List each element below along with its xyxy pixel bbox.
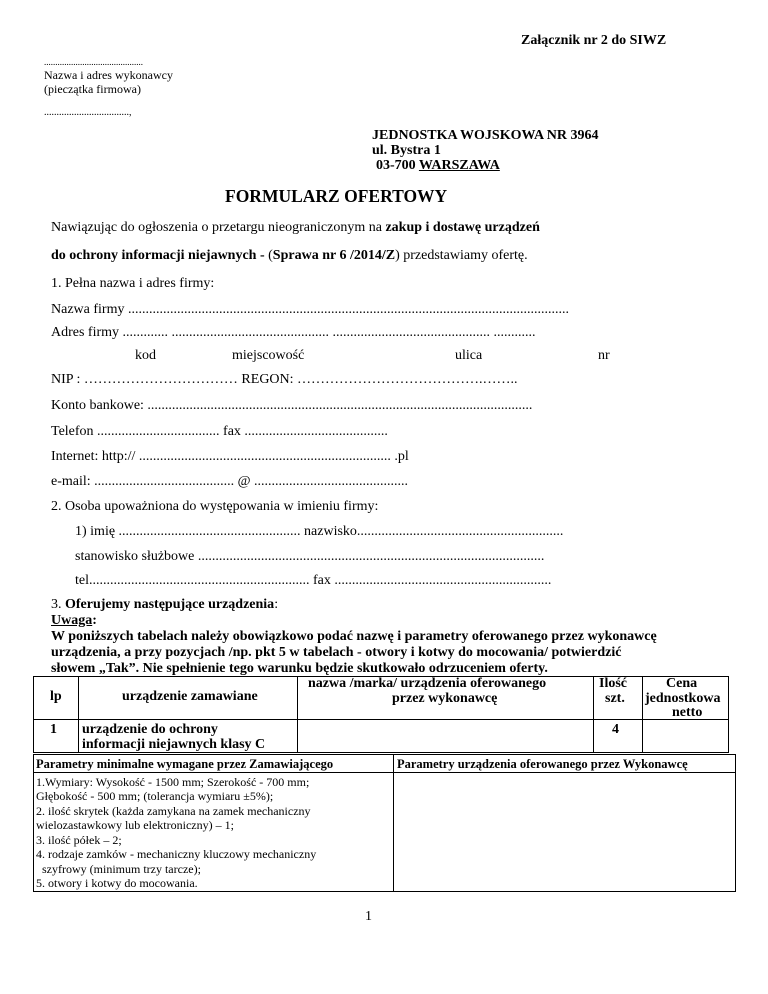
offered-params-input[interactable] [395, 774, 733, 890]
params-border-top [33, 754, 736, 755]
note-line-3: słowem „Tak”. Nie spełnienie tego warunku będzie skutkowało odrzuceniem oferty. [51, 661, 548, 676]
table-border-mid [33, 719, 729, 720]
bank-account-field[interactable]: Konto bankowe: .............................................................................................................. [51, 398, 533, 413]
params-col-1 [393, 754, 394, 892]
recipient-unit: JEDNOSTKA WOJSKOWA NR 3964 [372, 128, 599, 143]
params-border-header [33, 772, 736, 773]
internet-field[interactable]: Internet: http:// ........................................................................ .pl [51, 449, 409, 464]
label-kod: kod [135, 348, 156, 363]
date-dots: .................................., [44, 107, 132, 118]
table-col-2 [297, 676, 298, 753]
table-col-4 [642, 676, 643, 753]
contractor-dots: ............................................ [44, 57, 143, 67]
recipient-zip: 03-700 [376, 158, 416, 173]
intro-suffix: ) przedstawiamy ofertę. [395, 248, 528, 263]
table-col-0 [33, 676, 34, 753]
page-number: 1 [365, 909, 372, 924]
email-field[interactable]: e-mail: ........................................ @ ............................................ [51, 474, 409, 489]
th-offered-1: nazwa /marka/ urządzenia oferowanego [308, 676, 547, 691]
th-price-2: jednostkowa [645, 691, 721, 706]
recipient-street: ul. Bystra 1 [372, 143, 441, 158]
param-line-5: 3. ilość półek – 2; [36, 833, 122, 847]
table-col-3 [593, 676, 594, 753]
recipient-city: WARSZAWA [418, 158, 500, 173]
row-lp: 1 [50, 722, 57, 737]
intro-line-1 [51, 220, 540, 236]
params-right-header: Parametry urządzenia oferowanego przez Wykonawcę [397, 757, 688, 771]
params-col-2 [735, 754, 736, 892]
th-lp: lp [50, 689, 62, 704]
section2-heading: 2. Osoba upoważniona do występowania w imieniu firmy: [51, 499, 379, 514]
intro-line-2 [51, 248, 528, 264]
contractor-stamp-label: (pieczątka firmowa) [44, 82, 141, 96]
params-left-header: Parametry minimalne wymagane przez Zamawiającego [36, 757, 334, 771]
section3-colon: : [274, 597, 279, 612]
row-price-input[interactable] [644, 721, 726, 751]
form-title: FORMULARZ OFERTOWY [225, 186, 448, 206]
row-offered-input[interactable] [299, 721, 591, 751]
th-qty-1: Ilość [599, 676, 627, 691]
note-label-text: Uwaga [51, 613, 93, 628]
table-col-5 [728, 676, 729, 753]
contractor-name-label: Nazwa i adres wykonawcy [44, 68, 173, 82]
section1-heading: 1. Pełna nazwa i adres firmy: [51, 276, 215, 291]
param-line-4: wielozastawkowy lub elektroniczny) – 1; [36, 818, 234, 832]
th-qty-2: szt. [605, 691, 625, 706]
th-offered-2: przez wykonawcę [392, 691, 498, 706]
intro-paren: ( [268, 248, 273, 263]
intro-subject: zakup i dostawę urządzeń [385, 220, 540, 235]
row-device-2: informacji niejawnych klasy C [82, 737, 266, 752]
label-miejscowosc: miejscowość [232, 348, 305, 363]
th-price-1: Cena [666, 676, 698, 691]
company-address-field[interactable]: Adres firmy ............. ............................................. ............................................. ............ [51, 325, 536, 340]
section3-number: 3. [51, 597, 62, 612]
section3-title: Oferujemy następujące urządzenia [65, 597, 275, 612]
person-position-field[interactable]: stanowisko służbowe ................................................................................................... [75, 549, 545, 564]
note-line-1: W poniższych tabelach należy obowiązkowo podać nazwę i parametry oferowanego przez wykonawcę [51, 629, 657, 644]
row-qty: 4 [612, 722, 619, 737]
params-col-0 [33, 754, 34, 892]
table-col-1 [78, 676, 79, 753]
recipient-address [376, 158, 500, 174]
row-device-1: urządzenie do ochrony [82, 722, 218, 737]
param-line-1: 1.Wymiary: Wysokość - 1500 mm; Szerokość - 700 mm; [36, 775, 310, 789]
intro-subject-cont: do ochrony informacji niejawnych - [51, 248, 265, 263]
th-price-3: netto [672, 705, 703, 720]
nip-regon-field[interactable]: NIP : …………………………… REGON: ………………………………….…….. [51, 372, 518, 387]
phone-fax-field[interactable]: Telefon ................................... fax ......................................... [51, 424, 388, 439]
attachment-title: Załącznik nr 2 do SIWZ [521, 33, 667, 48]
case-number: Sprawa nr 6 /2014/Z [272, 248, 396, 263]
param-line-7: szyfrowy (minimum trzy tarcze); [36, 862, 201, 876]
person-tel-fax-field[interactable]: tel............................................................... fax .............................................................. [75, 573, 552, 588]
label-nr: nr [598, 348, 610, 363]
param-line-6: 4. rodzaje zamków - mechaniczny kluczowy mechaniczny [36, 847, 317, 861]
param-line-8: 5. otwory i kotwy do mocowania. [36, 876, 198, 890]
section3-heading [51, 597, 278, 613]
param-line-2: Głębokość - 500 mm; (tolerancja wymiaru ±5%); [36, 789, 274, 803]
note-colon: : [92, 613, 97, 628]
person-name-field[interactable]: 1) imię .................................................... nazwisko........................................................... [75, 524, 564, 539]
param-line-3: 2. ilość skrytek (każda zamykana na zamek mechaniczny [36, 804, 311, 818]
company-name-field[interactable]: Nazwa firmy .............................................................................................................................. [51, 302, 569, 317]
intro-text: Nawiązując do ogłoszenia o przetargu nieograniczonym na [51, 220, 382, 235]
th-device: urządzenie zamawiane [122, 689, 258, 704]
note-label [51, 613, 97, 629]
params-border-bottom [33, 891, 736, 892]
label-ulica: ulica [455, 348, 483, 363]
note-line-2: urządzenia, a przy pozycjach /np. pkt 5 w tabelach - otwory i kotwy do mocowania/ potwierdzić [51, 645, 622, 660]
